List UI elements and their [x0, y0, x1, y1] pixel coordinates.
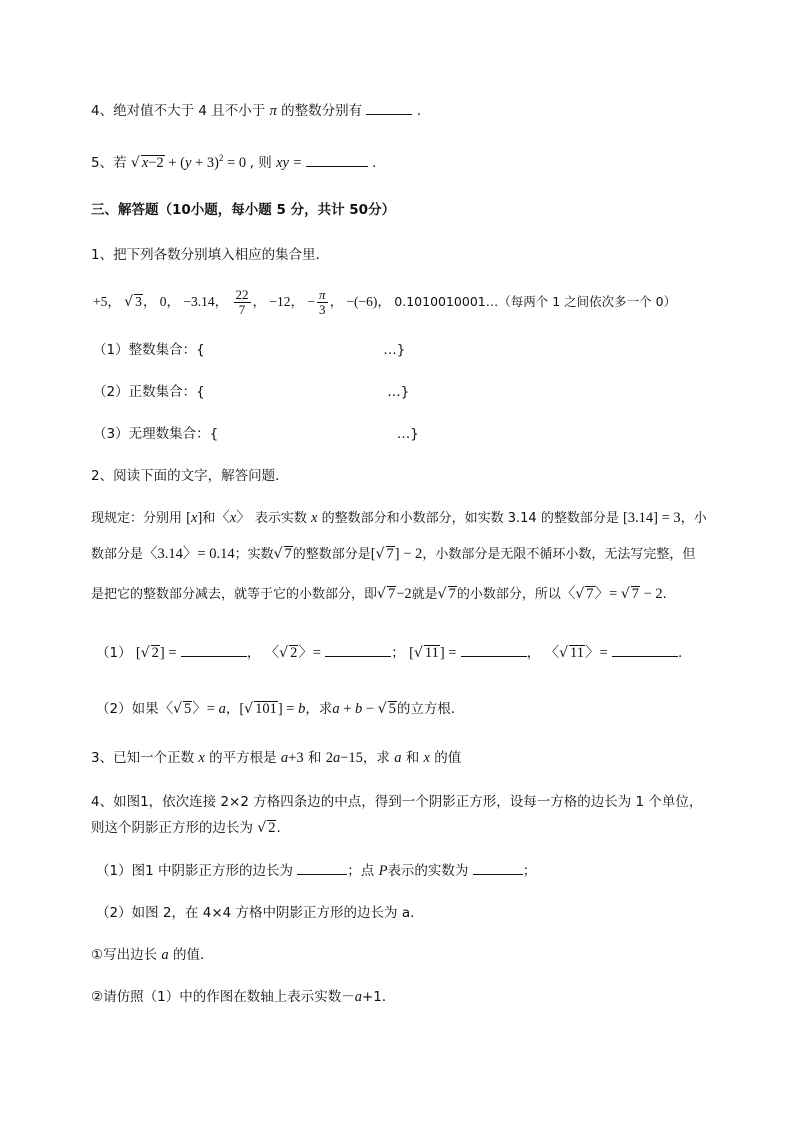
number-item: −12 [269, 294, 291, 309]
set-label: （1）整数集合：{ [93, 342, 205, 358]
sqrt7-minus-2: √ 7−2 [377, 586, 412, 602]
set-positive [93, 382, 409, 402]
period: . [662, 587, 667, 602]
q5-text: 5、若 [91, 154, 127, 171]
q4-sub-2: （2）如图 2，在 4×4 方格中阴影正方形的边长为 a． [96, 905, 424, 921]
floor-sqrt2: [√ 2] = [135, 645, 177, 661]
var-x: x [311, 510, 318, 526]
number-item-sqrt3: √ 3 [124, 294, 142, 310]
expr-a-plus-b-minus-sqrt5: a + b − √ 5 [332, 701, 396, 717]
number-item: −3.14 [183, 294, 215, 309]
fill-question-4 [91, 101, 421, 121]
text: 就是 [411, 587, 438, 602]
floor-sqrt101-eq-b: [√ 101] = b [239, 701, 306, 717]
number-item-neg-pi-3: − $\frac{\pi}{3}$ [307, 287, 326, 318]
text: ，求 [305, 701, 333, 717]
q2-title: 2、阅读下面的文字，解答问题． [91, 468, 289, 484]
text: ； [522, 863, 537, 879]
text: 和 [202, 511, 216, 526]
set-label: （3）无理数集合：{ [93, 426, 219, 442]
point-p: P [378, 863, 388, 879]
text: 的整数部分和小数部分，如实数 3.14 的整数部分是 [321, 511, 619, 526]
var-a: a [354, 989, 362, 1005]
xy-expression: xy [276, 154, 289, 171]
frac-sqrt5-eq-a: 〈√ 5〉= a [158, 701, 226, 717]
q4-step-1 [91, 945, 213, 965]
floor-sqrt11: [√ 11] = [409, 645, 457, 661]
set-end: …} [383, 342, 406, 358]
text: 则这个阴影正方形的边长为 [91, 820, 253, 836]
number-item: −(−6) [346, 294, 378, 309]
q1-number-list: +5， √ 3， 0， −3.14， $\frac{22}{7}$ ， −12， − $\frac{\pi}{3}$ ， −(−6)， 0.1010010001…（每两个 1 之间依次多一个 0） [93, 287, 677, 318]
var-a: a [161, 947, 169, 963]
text: 表示实数 [254, 511, 307, 526]
text: 现规定：分别用 [91, 511, 183, 526]
frac-x: 〈x〉 [215, 510, 251, 526]
text: 表示的实数为 [387, 863, 469, 879]
sqrt2: √ 2 [257, 820, 276, 836]
answer-blank[interactable] [612, 643, 678, 657]
text: ；实数 [234, 547, 274, 562]
text: 是把它的整数部分减去，就等于它的小数部分，即 [91, 587, 378, 602]
text: ；点 [347, 863, 375, 879]
q4-step-2 [91, 987, 395, 1007]
q4-text: 4、绝对值不大于 4 且不小于 [91, 103, 266, 119]
sqrt7: √ 7 [273, 546, 292, 562]
set-end: …} [387, 384, 410, 400]
text: 和 [405, 750, 420, 766]
frac-sqrt11: 〈√ 11〉= [544, 645, 608, 661]
sub-label: （1） [96, 645, 132, 661]
q5-equation: √ $x-2 + (y + 3)^2 = 0$ [130, 153, 250, 171]
q2-paragraph-3 [91, 584, 667, 605]
q4-text-2: 的整数分别有 [281, 103, 363, 119]
pi-symbol: π [269, 103, 277, 119]
period: . [677, 645, 683, 661]
var-a: a [394, 750, 402, 766]
var-x: x [423, 750, 430, 766]
set-label: （2）正数集合：{ [93, 384, 205, 400]
answer-blank[interactable] [366, 101, 412, 115]
text: 数部分是 [91, 547, 144, 562]
comma: ， [246, 645, 261, 661]
expr-2a-minus-15: 2a−15 [325, 750, 363, 766]
number-item: +5 [93, 294, 108, 309]
text: （2）如果 [96, 701, 159, 717]
text: 的立方根． [396, 701, 465, 717]
semicolon: ； [391, 645, 405, 661]
answer-blank[interactable] [473, 861, 523, 875]
sqrt7: √ 7 [437, 586, 456, 602]
var-x: x [198, 750, 205, 766]
text: 的值 [434, 750, 462, 766]
math-expr: 〈3.14〉= 0.14 [143, 546, 235, 562]
q3 [91, 748, 461, 768]
text: ，求 [362, 750, 390, 766]
q4-sub-1 [96, 861, 536, 881]
text: 的值． [172, 947, 214, 963]
frac-sqrt7-equation: 〈√ 7〉= √ 7 − 2 [560, 586, 663, 602]
text: ，小数部分是无限不循环小数，无法写完整，但 [422, 547, 696, 562]
q2-paragraph-2 [91, 544, 695, 565]
set-end: …} [396, 426, 419, 442]
answer-blank[interactable] [325, 643, 391, 657]
period: . [416, 103, 422, 119]
text: 的小数部分，所以 [456, 587, 561, 602]
q4-line-1: 4、如图1，依次连接 2×2 方格四条边的中点，得到一个阴影正方形，设每一方格的边长为 1 个单位， [91, 794, 703, 810]
number-item: 0 [159, 294, 167, 309]
fill-question-5 [91, 148, 376, 173]
text: 3、已知一个正数 [91, 750, 195, 766]
number-item: 0.1010010001…（每两个 1 之间依次多一个 0） [394, 294, 677, 309]
floor-x: [x] [186, 510, 203, 526]
floor-sqrt7: [√ 7] − 2 [370, 546, 423, 562]
text: ②请仿照（1）中的作图在数轴上表示实数－ [91, 989, 355, 1005]
text: 和 [307, 750, 322, 766]
set-irrational [93, 424, 419, 444]
section-heading: 三、解答题（10小题，每小题 5 分，共计 50分） [91, 202, 396, 218]
frac-sqrt2: 〈√ 2〉= [264, 645, 321, 661]
text: 的整数部分是 [292, 547, 371, 562]
q2-paragraph-1 [91, 508, 707, 529]
fraction-22-7: $\frac{22}{7}$ [235, 287, 249, 318]
q1-title: 1、把下列各数分别填入相应的集合里． [91, 247, 330, 263]
q2-sub-2 [96, 699, 464, 719]
text: +1． [361, 989, 396, 1005]
answer-blank[interactable] [297, 861, 347, 875]
period: . [372, 154, 377, 171]
text: （1）图1 中阴影正方形的边长为 [96, 863, 293, 879]
q5-text-2: , 则 [249, 154, 272, 171]
set-integer [93, 340, 405, 360]
comma: ， [225, 701, 240, 717]
q4-line-2: 则这个阴影正方形的边长为 √ 2． [91, 820, 290, 836]
text: ①写出边长 [91, 947, 158, 963]
comma: ， [526, 645, 541, 661]
equals-sign: = [293, 154, 302, 171]
answer-blank[interactable] [461, 643, 527, 657]
expr-a-plus-3: a+3 [280, 750, 304, 766]
q2-sub-1 [96, 643, 682, 663]
answer-blank[interactable] [306, 153, 368, 167]
math-expr: [3.14] = 3 [622, 510, 681, 526]
answer-blank[interactable] [181, 643, 247, 657]
text: 的平方根是 [209, 750, 277, 766]
text: ，小 [680, 511, 707, 526]
